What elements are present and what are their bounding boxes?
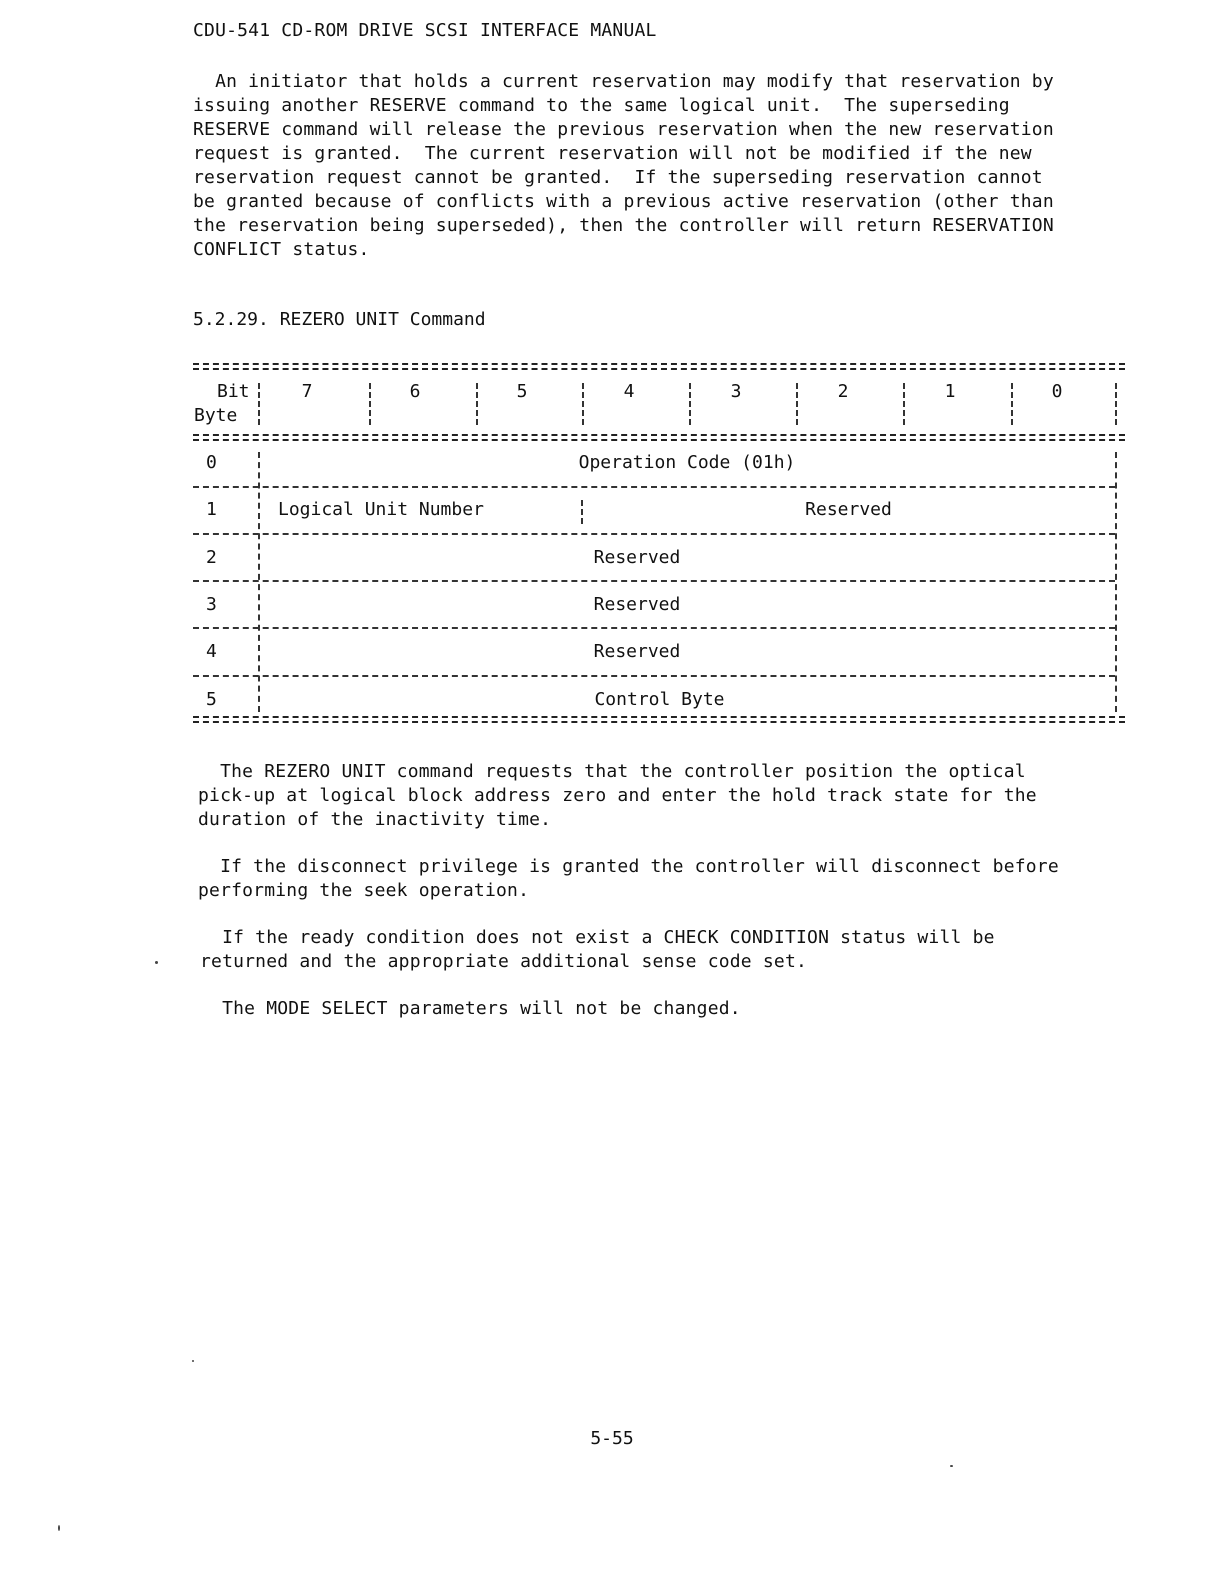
table-bottom-rule	[193, 716, 1125, 723]
intro-line: be granted because of conflicts with a previous active reservation (other than	[193, 191, 1054, 212]
scan-speck	[950, 1465, 953, 1467]
row-divider	[193, 533, 1115, 535]
scan-speck	[192, 1360, 194, 1362]
bit-label: Bit	[217, 381, 250, 402]
header-separator	[1011, 383, 1013, 425]
header-separator	[476, 383, 478, 425]
body-line: duration of the inactivity time.	[198, 809, 552, 830]
byte-number: 2	[206, 547, 217, 568]
body-line: performing the seek operation.	[198, 880, 530, 901]
body-line: The REZERO UNIT command requests that the controller position the optical	[198, 761, 1026, 782]
byte-number: 0	[206, 452, 217, 473]
page-header: CDU-541 CD-ROM DRIVE SCSI INTERFACE MANUAL	[193, 20, 657, 41]
table-top-rule	[193, 363, 1125, 370]
intro-line: CONFLICT status.	[193, 239, 370, 260]
bit-6-header: 6	[409, 381, 421, 402]
scan-speck	[58, 1525, 60, 1531]
body-line: returned and the appropriate additional sense code set.	[200, 951, 808, 972]
intro-line: issuing another RESERVE command to the same logical unit. The superseding	[193, 95, 1010, 116]
table-header-rule	[193, 434, 1125, 441]
byte-number: 1	[206, 499, 217, 520]
header-separator	[689, 383, 691, 425]
table-cell: Reserved	[593, 641, 681, 662]
intro-line: reservation request cannot be granted. If the superseding reservation cannot	[193, 167, 1043, 188]
body-line: If the ready condition does not exist a CHECK CONDITION status will be	[200, 927, 995, 948]
bit-2-header: 2	[837, 381, 849, 402]
bit-5-header: 5	[516, 381, 528, 402]
bit-1-header: 1	[944, 381, 956, 402]
bit-3-header: 3	[730, 381, 742, 402]
body-line: The MODE SELECT parameters will not be changed.	[200, 998, 741, 1019]
row-divider	[193, 627, 1115, 629]
intro-line: An initiator that holds a current reservation may modify that reservation by	[193, 71, 1054, 92]
body-line: If the disconnect privilege is granted the controller will disconnect before	[198, 856, 1059, 877]
intro-line: RESERVE command will release the previous reservation when the new reservation	[193, 119, 1054, 140]
intro-line: request is granted. The current reservation will not be modified if the new	[193, 143, 1032, 164]
header-separator	[903, 383, 905, 425]
table-cell: Logical Unit Number	[278, 499, 484, 520]
scan-speck	[155, 961, 158, 964]
page-number: 5-55	[590, 1428, 634, 1449]
table-cell: Reserved	[593, 547, 681, 568]
byte-number: 5	[206, 689, 217, 710]
bit-4-header: 4	[623, 381, 635, 402]
header-separator	[258, 383, 260, 425]
byte-number: 3	[206, 594, 217, 615]
row-divider	[193, 486, 1115, 488]
bit-0-header: 0	[1051, 381, 1063, 402]
row-divider	[193, 675, 1115, 677]
header-separator	[1115, 383, 1117, 425]
table-cell: Reserved	[805, 499, 892, 520]
row-divider	[193, 580, 1115, 582]
byte-label: Byte	[194, 405, 238, 426]
section-title: 5.2.29. REZERO UNIT Command	[193, 309, 486, 330]
table-cell: Operation Code (01h)	[578, 452, 796, 473]
table-cell: Control Byte	[594, 689, 725, 710]
table-right-border	[1115, 452, 1117, 712]
bit-7-header: 7	[301, 381, 313, 402]
header-separator	[582, 383, 584, 425]
intro-line: the reservation being superseded), then the controller will return RESERVATION	[193, 215, 1054, 236]
body-line: pick-up at logical block address zero and enter the hold track state for the	[198, 785, 1037, 806]
byte-column-border	[258, 452, 260, 712]
table-cell: Reserved	[593, 594, 681, 615]
header-separator	[796, 383, 798, 425]
header-separator	[369, 383, 371, 425]
field-separator	[581, 500, 583, 524]
byte-number: 4	[206, 641, 217, 662]
